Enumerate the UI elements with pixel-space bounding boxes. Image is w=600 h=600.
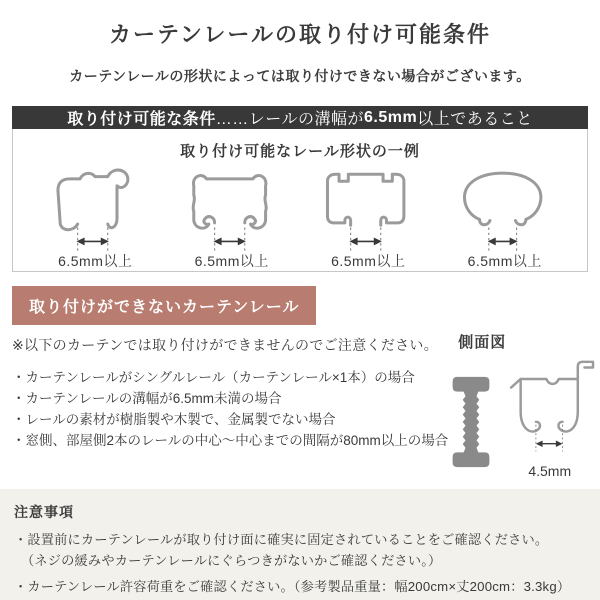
curtain-runner-icon (448, 374, 494, 470)
rail-examples-heading: 取り付け可能なレール形状の一例 (180, 143, 420, 160)
ng-banner: 取り付けができないカーテンレール (12, 286, 316, 325)
condition-banner (12, 106, 588, 129)
condition-banner-suffix: 以上であること (417, 111, 533, 128)
rail-example-item (437, 165, 574, 271)
rail-examples-row (13, 161, 587, 271)
rail-example-item (27, 165, 164, 271)
ng-body (12, 335, 588, 479)
side-view-label: 側面図 (458, 334, 507, 351)
rail-examples-box (12, 129, 588, 272)
rail-example-item (164, 165, 301, 271)
page-title: カーテンレールの取り付け可能条件 (109, 22, 491, 47)
notes-line: ・設置前にカーテンレールが取り付け面に確実に固定されていることをご確認ください。 (14, 532, 549, 547)
ng-note: ※以下のカーテンでは取り付けができませんのでご注意ください。 (12, 337, 439, 353)
oval-rail-icon (441, 165, 569, 253)
wavy-channel-rail-icon (168, 165, 296, 253)
ng-bullet: ・カーテンレールの溝幅が6.5mm未満の場合 (12, 391, 282, 406)
ng-bullet: ・カーテンレールがシングルレール（カーテンレール×1本）の場合 (12, 370, 415, 385)
rail-dimension-label: 6.5mm以上 (467, 253, 542, 269)
notes-section (0, 489, 600, 600)
condition-banner-middle: ……レールの溝幅が (215, 111, 364, 128)
rail-side-view (494, 358, 600, 479)
ng-text-column (12, 335, 448, 479)
side-view-drawings (448, 358, 600, 479)
condition-banner-value: 6.5mm (363, 108, 418, 126)
c-channel-rail-icon (31, 165, 159, 253)
rail-dimension-label: 6.5mm以上 (331, 253, 406, 269)
condition-banner-prefix: 取り付け可能な条件 (67, 111, 216, 128)
notes-heading: 注意事項 (14, 504, 74, 520)
rail-dimension-label: 6.5mm以上 (58, 253, 133, 269)
ng-bullet: ・窓側、部屋側2本のレールの中心〜中心までの間隔が80mm以上の場合 (12, 433, 449, 448)
side-view-dimension-label: 4.5mm (528, 463, 572, 479)
side-view-figure (448, 335, 600, 479)
page-subtitle: カーテンレールの形状によっては取り付けできない場合がございます。 (69, 68, 531, 84)
rail-dimension-label: 6.5mm以上 (194, 253, 269, 269)
ng-bullet-list (12, 367, 448, 451)
notes-line: （ネジの緩みやカーテンレールにぐらつきがないかご確認ください。） (21, 553, 442, 568)
notes-line: ・カーテンレール許容荷重をご確認ください。（参考製品重量：幅200cm×丈200cm：3.3kg） (14, 579, 571, 594)
rail-side-view-icon (506, 358, 600, 458)
square-channel-rail-icon (304, 165, 432, 253)
ng-bullet: ・レールの素材が樹脂製や木製で、金属製でない場合 (12, 412, 336, 427)
rail-example-item (300, 165, 437, 271)
